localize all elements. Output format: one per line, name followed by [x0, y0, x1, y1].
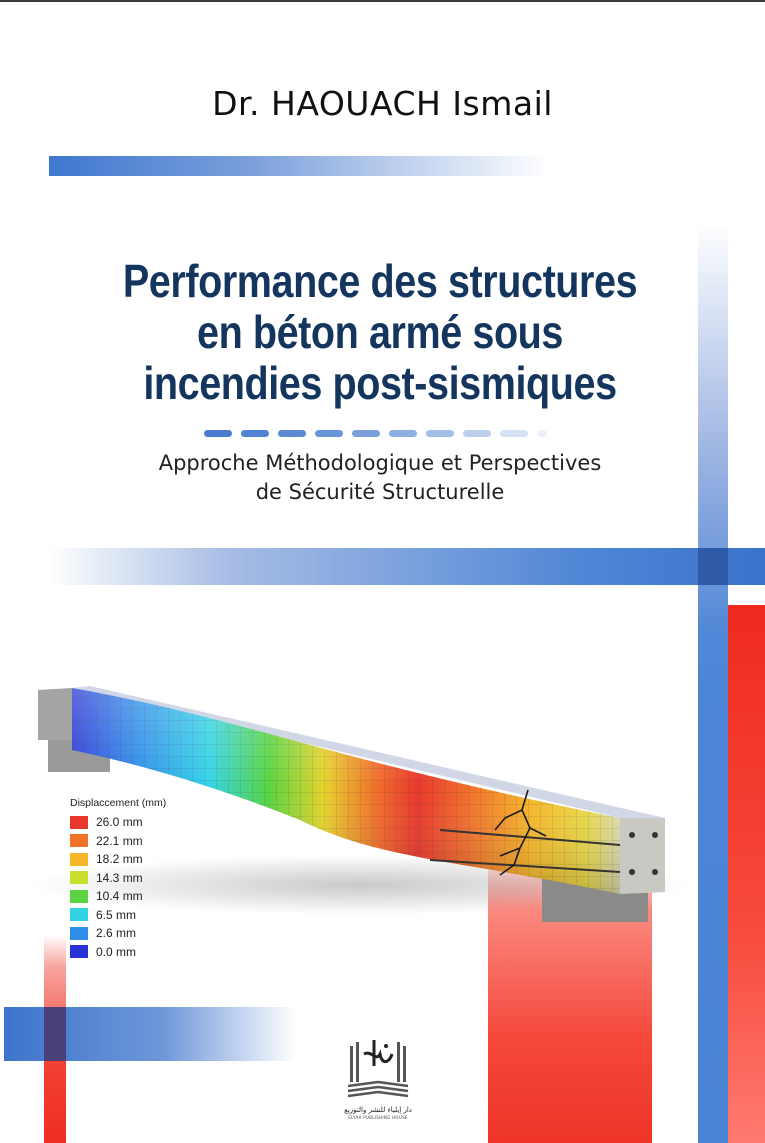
legend-label: 10.4 mm	[96, 889, 143, 904]
legend-title: Displaccement (mm)	[70, 797, 167, 809]
legend-item	[70, 832, 166, 851]
book-subtitle	[60, 449, 700, 507]
publisher-logo	[333, 1032, 423, 1127]
legend-label: 0.0 mm	[96, 944, 137, 959]
title-line-1: Performance des structures	[122, 255, 638, 307]
legend-swatch	[70, 816, 88, 829]
legend-swatch	[70, 834, 88, 847]
displacement-legend	[70, 797, 166, 961]
author-underline-bar	[49, 156, 549, 176]
publisher-name-arabic: دار إيلياء للنشر والتوزيع	[344, 1106, 412, 1114]
book-stack-logo-icon	[342, 1032, 414, 1102]
legend-item	[70, 813, 166, 832]
publisher-name-english: ELYAA PUBLISHING HOUSE	[348, 1115, 408, 1120]
legend-item	[70, 906, 166, 925]
book-title	[105, 256, 655, 409]
legend-label: 26.0 mm	[96, 815, 143, 830]
legend-label: 18.2 mm	[96, 852, 143, 867]
legend-label: 2.6 mm	[96, 926, 137, 941]
bar-intersection	[698, 548, 728, 585]
legend-item	[70, 943, 166, 962]
legend-swatch	[70, 927, 88, 940]
bottom-bar-intersection	[44, 1007, 66, 1061]
legend-label: 6.5 mm	[96, 907, 137, 922]
legend-swatch	[70, 908, 88, 921]
legend-swatch	[70, 871, 88, 884]
legend-swatch	[70, 890, 88, 903]
legend-item	[70, 869, 166, 888]
title-line-2: en béton armé sous	[197, 306, 563, 358]
top-border-line	[0, 0, 765, 2]
legend-item	[70, 850, 166, 869]
legend-label: 22.1 mm	[96, 833, 143, 848]
legend-swatch	[70, 853, 88, 866]
middle-horizontal-blue-bar	[48, 548, 765, 585]
subtitle-line-2: de Sécurité Structurelle	[255, 480, 505, 504]
legend-item	[70, 924, 166, 943]
dotted-divider	[204, 430, 547, 438]
legend-item	[70, 887, 166, 906]
title-line-3: incendies post-sismiques	[143, 357, 617, 409]
legend-label: 14.3 mm	[96, 870, 143, 885]
subtitle-line-1: Approche Méthodologique et Perspectives	[158, 451, 602, 475]
legend-swatch	[70, 945, 88, 958]
author-name: Dr. HAOUACH Ismail	[212, 84, 553, 123]
